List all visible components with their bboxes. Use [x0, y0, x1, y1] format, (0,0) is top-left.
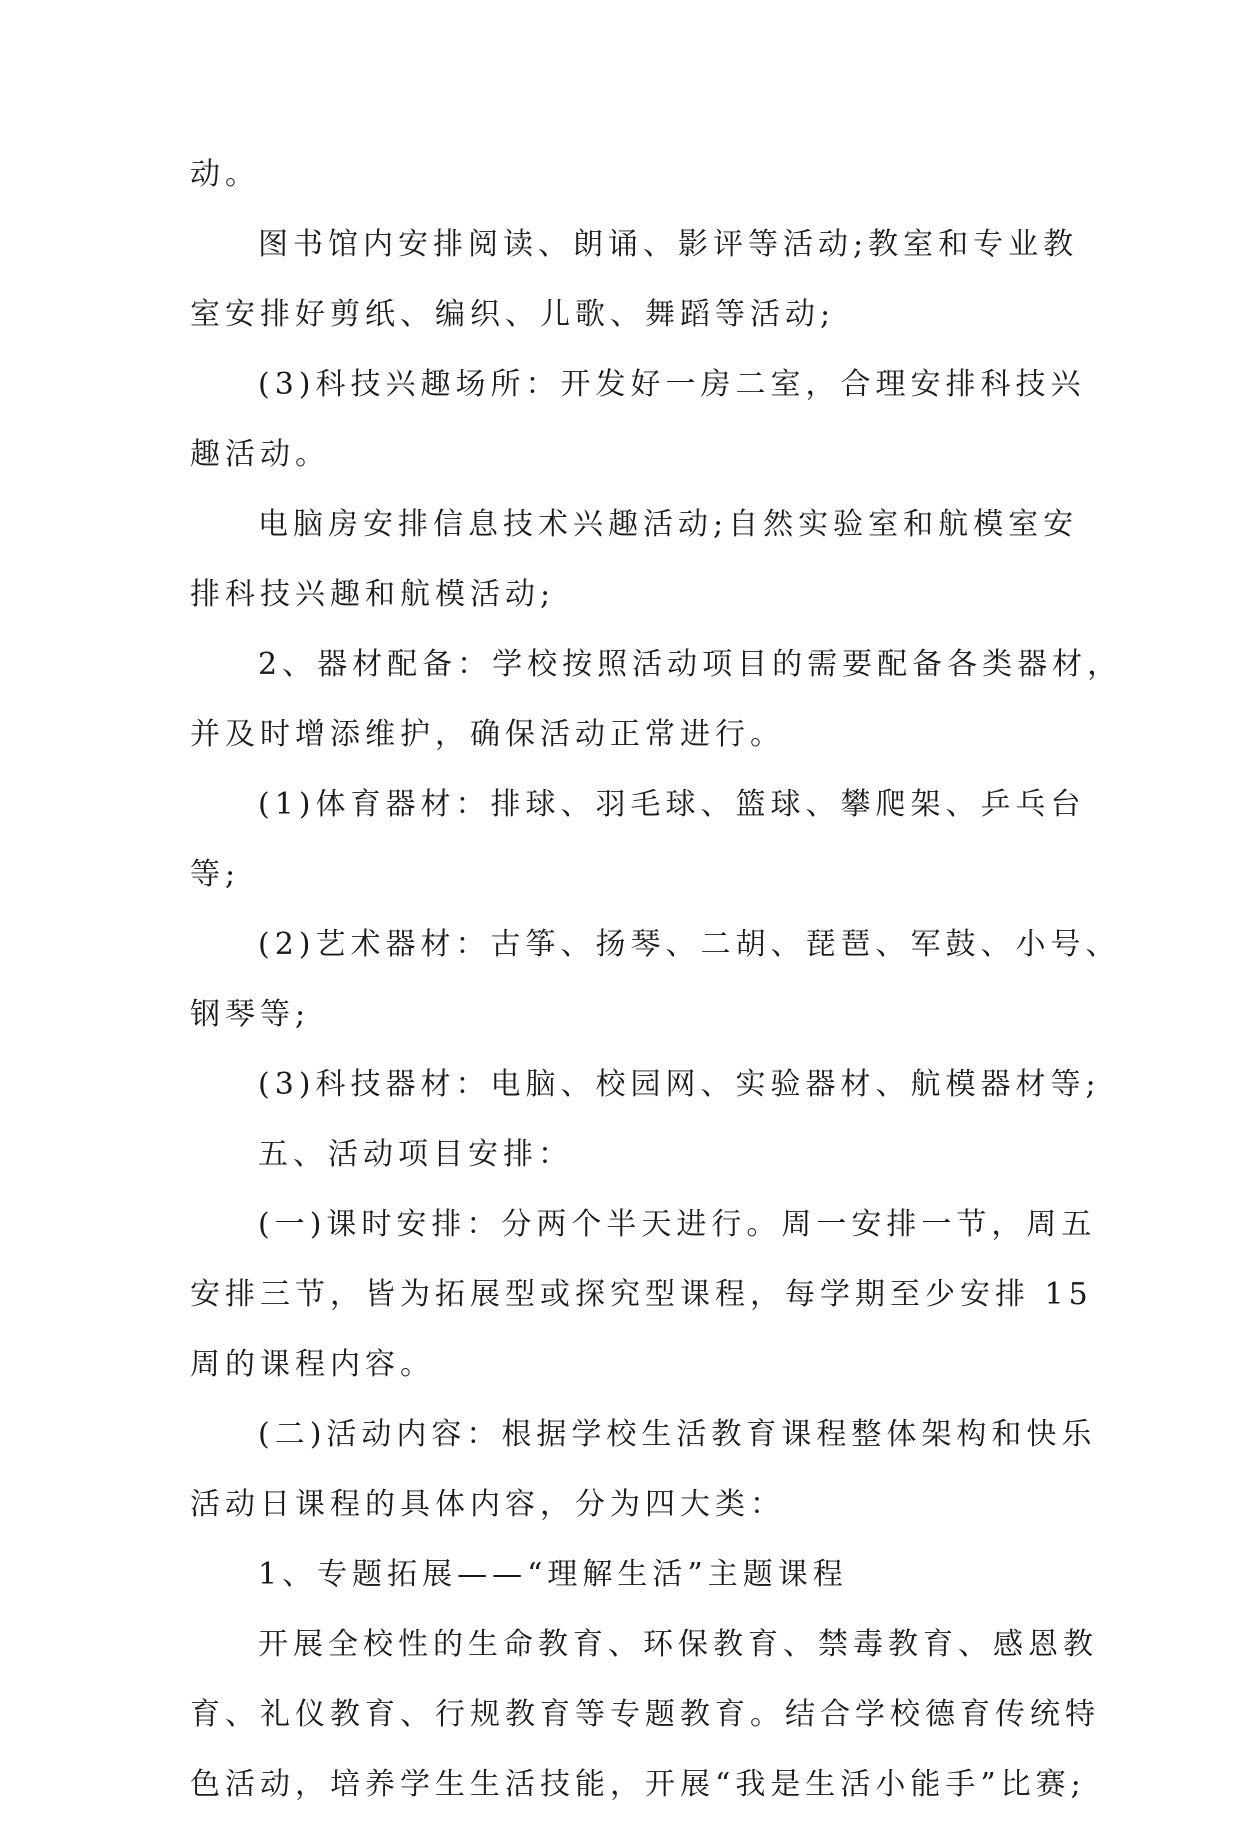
text-line: (3)科技器材：电脑、校园网、实验器材、航模器材等;: [258, 1067, 1101, 1102]
document-body: [190, 157, 1123, 1838]
text-line: (二)活动内容：根据学校生活教育课程整体架构和快乐: [258, 1417, 1097, 1452]
text-line: 育、礼仪教育、行规教育等专题教育。结合学校德育传统特: [190, 1697, 1100, 1732]
section-heading: 五、活动项目安排：: [258, 1137, 573, 1172]
text-line: 安排三节，皆为拓展型或探究型课程，每学期至少安排 15: [190, 1277, 1093, 1312]
text-line: (2)艺术器材：古筝、扬琴、二胡、琵琶、军鼓、小号、: [258, 927, 1121, 962]
text-line: 图书馆内安排阅读、朗诵、影评等活动;教室和专业教: [258, 227, 1079, 262]
text-line: 2、器材配备：学校按照活动项目的需要配备各类器材，: [258, 647, 1123, 682]
text-line: 色活动，培养学生生活技能，开展“我是生活小能手”比赛;: [190, 1767, 1086, 1802]
text-line: 活动日课程的具体内容，分为四大类：: [190, 1487, 785, 1522]
text-line: 动。: [190, 157, 260, 192]
subsection-heading: 1、专题拓展——“理解生活”主题课程: [258, 1557, 848, 1592]
text-line: 周的课程内容。: [190, 1347, 435, 1382]
text-line: (1)体育器材：排球、羽毛球、篮球、攀爬架、乒乓台: [258, 787, 1086, 822]
text-line: 室安排好剪纸、编织、儿歌、舞蹈等活动;: [190, 297, 836, 332]
text-line: 排科技兴趣和航模活动;: [190, 577, 556, 612]
text-line: 开展全校性的生命教育、环保教育、禁毒教育、感恩教: [258, 1627, 1098, 1662]
text-line: 电脑房安排信息技术兴趣活动;自然实验室和航模室安: [258, 507, 1079, 542]
text-line: (一)课时安排：分两个半天进行。周一安排一节，周五: [258, 1207, 1097, 1242]
text-line: 趣活动。: [190, 437, 330, 472]
text-line: 钢琴等;: [190, 997, 311, 1032]
text-line: 并及时增添维护，确保活动正常进行。: [190, 717, 785, 752]
text-line: (3)科技兴趣场所：开发好一房二室，合理安排科技兴: [258, 367, 1086, 402]
text-line: 等;: [190, 857, 241, 892]
